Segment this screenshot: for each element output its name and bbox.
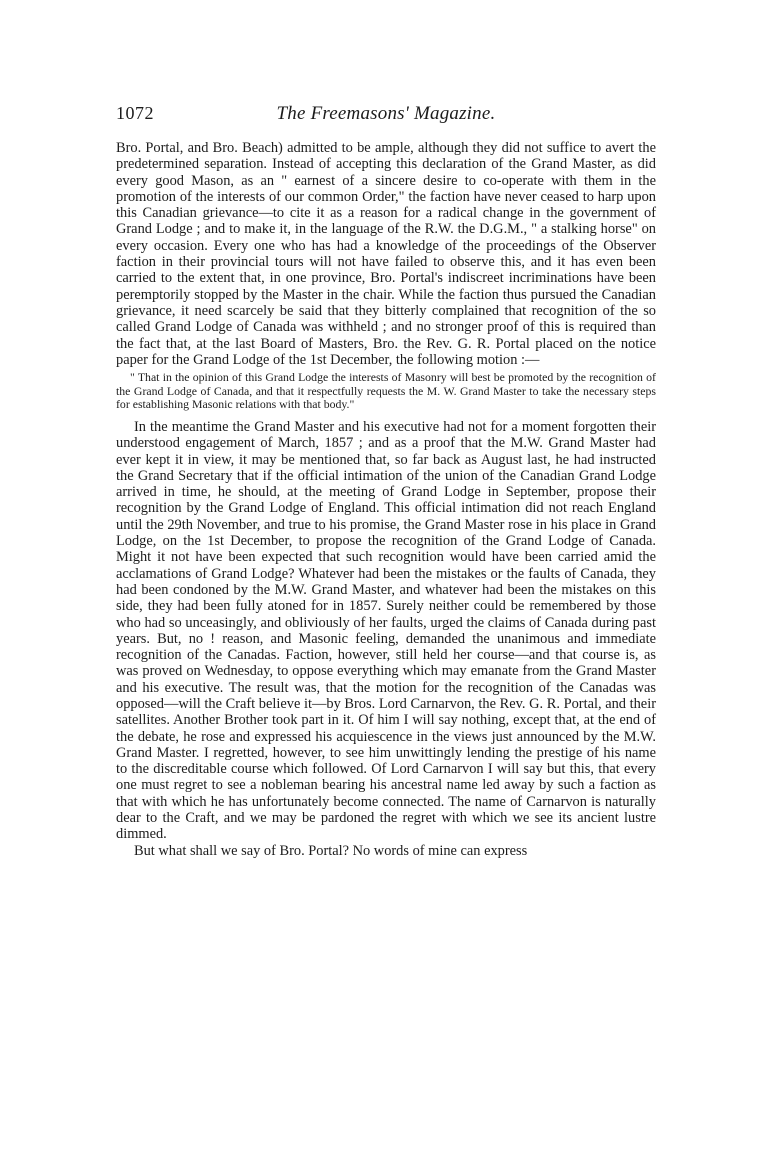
paragraph-recognition-debate: In the meantime the Grand Master and his executive had not for a moment forgotten their understood engagement of March, 1857 ; and as a proof that the M.W. Grand Master had ever kept it in view, it may be mentioned that, so far back as August last, he had instructed the Grand Secretary that if the official intimation of the union of the Canadian Grand Lodge arrived in time, he should, at the meeting of Grand Lodge in September, propose their recognition by the Grand Lodge of England. This official intimation did not reach England until the 29th November, and true to his promise, the Grand Master rose in his place in Grand Lodge, on the 1st December, to propose the recognition of the Grand Lodge of Canada. Might it not have been expected that such recognition would have been carried amid the acclamations of Grand Lodge? Whatever had been the mistakes or the faults of Canada, they had been condoned by the M.W. Grand Master, and whatever had been the mistakes on this side, they had been fully atoned for in 1857. Surely neither could be remembered by those who had so unceasingly, and obliviously of her faults, urged the claims of Canada during past years. But, no ! reason, and Masonic feeling, demanded the unanimous and immediate recognition of the Canadas. Faction, however, still held her course—and that course is, as was proved on Wednesday, to oppose everything which may emanate from the Grand Master and his executive. The result was, that the motion for the recognition of the Canadas was opposed—will the Craft believe it—by Bros. Lord Carnarvon, the Rev. G. R. Portal, and their satellites. Another Brother took part in it. Of him I will say nothing, except that, at the end of the debate, he rose and expressed his acquiescence in the views just announced by the M.W. Grand Master. I regretted, however, to see him unwittingly lending the prestige of his name to the discreditable course which followed. Of Lord Carnarvon I will say but this, that every one must regret to see a nobleman bearing his ancestral name led away by such a faction as that with which he has unfortunately become connected. The name of Carnarvon is naturally dear to the Craft, and we may be pardoned the regret with which we see its ancient lustre dimmed. bbox=[116, 418, 656, 843]
paragraph-canadian-grievance: Bro. Portal, and Bro. Beach) admitted to be ample, although they did not suffice to avert the predetermined separation. Instead of accepting this declaration of the Grand Master, as did every good Mason, as an " earnest of a sincere desire to co-operate with them in the promotion of the interests of our common Order," the faction have never ceased to harp upon this Canadian grievance—to cite it as a reason for a radical change in the government of Grand Lodge ; and to make it, in the language of the R.W. the D.G.M., " a stalking horse" on every occasion. Every one who has had a knowledge of the proceedings of the Observer faction in their provincial tours will not have failed to observe this, and it has even been carried to the extent that, in one province, Bro. Portal's indiscreet incriminations have been peremptorily stopped by the Master in the chair. While the faction thus pursued the Canadian grievance, it need scarcely be said that they bitterly complained that recognition of the so called Grand Lodge of Canada was withheld ; and no stronger proof of this is required than the fact that, at the last Board of Masters, Bro. the Rev. G. R. Portal placed on the notice paper for the Grand Lodge of the 1st December, the following motion :— bbox=[116, 140, 656, 368]
page-header bbox=[116, 103, 656, 127]
quoted-motion: " That in the opinion of this Grand Lodge the interests of Masonry will best be promoted by the recognition of the Grand Lodge of Canada, and that it respectfully requests the M. W. Grand Master to take the necessary steps for establishing Masonic relations with that body." bbox=[116, 370, 656, 412]
paragraph-bro-portal: But what shall we say of Bro. Portal? No words of mine can express bbox=[134, 842, 528, 859]
article-body bbox=[116, 140, 656, 859]
running-title: The Freemasons' Magazine. bbox=[276, 103, 496, 124]
page-number: 1072 bbox=[116, 103, 154, 123]
